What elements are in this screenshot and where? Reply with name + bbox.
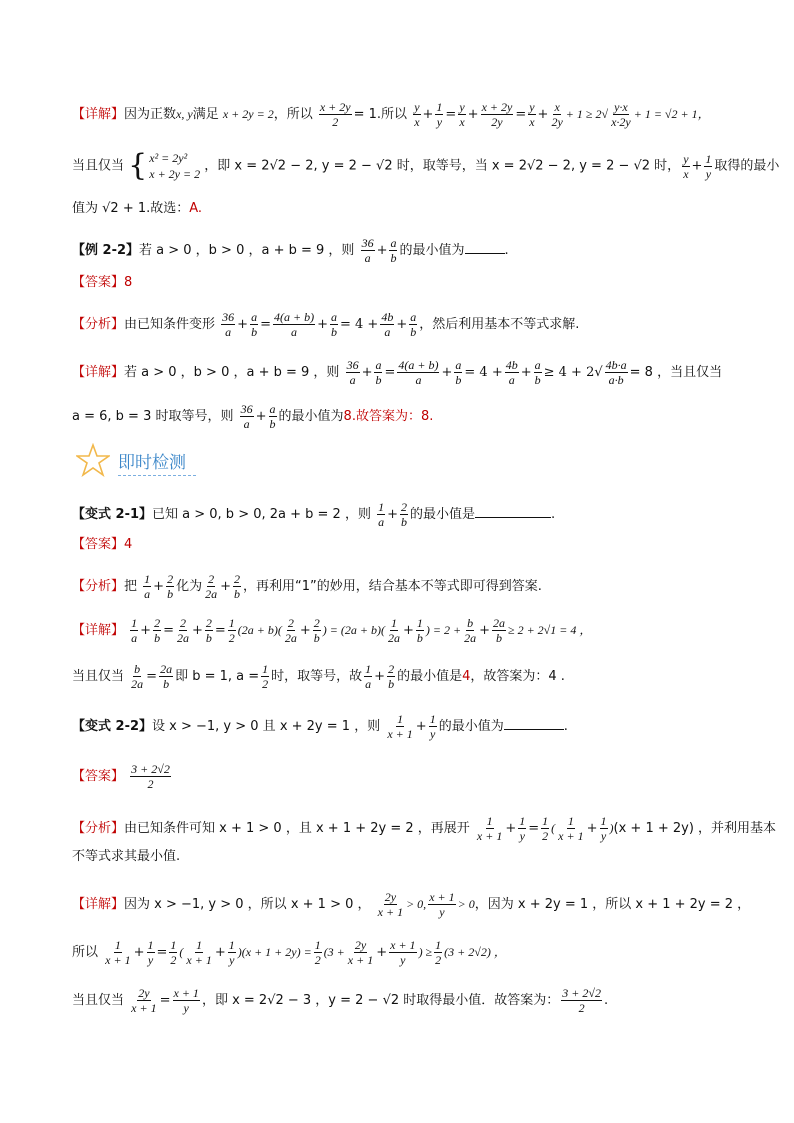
fraction: $\frac{1}{y}$ — [429, 712, 436, 741]
fraction: $\frac{a}{b}$ — [390, 236, 397, 265]
fraction: $\frac{2a}{b}$ — [160, 662, 173, 691]
answer-blank — [465, 253, 505, 254]
fraction: $\frac{y}{x}$ — [414, 100, 420, 129]
variant-2-2-detail-line1: 【详解】因为 x > −1, y > 0 ，所以 x + 1 > 0 ， $\frac{2y}{x + 1}$ > 0, $\frac{x + 1}{y}$ > 0，因为 x + 2y = 1 ，所以 x + 1 + 2y = 2 ， — [72, 890, 751, 919]
example-2-2-analysis: 【分析】由已知条件变形 $\frac{36}{a}$ + $\frac{a}{b}$ = $\frac{4(a + b)}{a}$ + $\frac{a}{b}$ = 4 + $\frac{4b}{a}$ + $\frac{a}{b}$ ，然后利用基本不等式求解. — [72, 310, 580, 339]
fraction: $\frac{a}{b}$ — [455, 358, 462, 387]
fraction: $\frac{a}{b}$ — [534, 358, 541, 387]
fraction: $\frac{1}{x + 1}$ — [558, 814, 584, 843]
fraction: $\frac{2}{b}$ — [205, 616, 212, 645]
section-underline — [118, 475, 196, 476]
fraction: $\frac{a}{b}$ — [269, 402, 276, 431]
fraction: $\frac{2}{b}$ — [167, 572, 174, 601]
fraction: $\frac{1}{2}$ — [170, 938, 177, 967]
fraction: $\frac{y\cdot x}{x\cdot 2y}$ — [611, 100, 631, 129]
fraction: $\frac{1}{y}$ — [436, 100, 443, 129]
fraction: $\frac{4b\cdot a}{a\cdot b}$ — [605, 358, 627, 387]
example-label: 【例 2-2】 — [72, 243, 140, 258]
fraction: $\frac{4(a + b)}{a}$ — [273, 310, 315, 339]
fraction: $\frac{1}{y}$ — [147, 938, 154, 967]
ex21-detail-line3: 值为 √2 + 1.故选：A. — [72, 201, 203, 216]
fraction: $\frac{36}{a}$ — [240, 402, 253, 431]
fraction: $\frac{1}{a}$ — [365, 662, 372, 691]
fraction: $\frac{1}{y}$ — [600, 814, 607, 843]
fraction: $\frac{2}{b}$ — [234, 572, 240, 601]
fraction: $\frac{a}{b}$ — [375, 358, 382, 387]
fraction: $\frac{b}{2a}$ — [131, 662, 144, 691]
fraction: $\frac{x + 2y}{2y}$ — [481, 100, 513, 129]
fraction: $\frac{1}{b}$ — [416, 616, 423, 645]
fraction: $\frac{1}{2}$ — [314, 938, 321, 967]
ex21-detail-line1: 【详解】因为正数x, y满足 x + 2y = 2，所以 $\frac{x + 2y}{2}$ = 1.所以 $\frac{y}{x}$ + $\frac{1}{y}$ = $\frac{y}{x}$ + $\frac{x + 2y}{2y}$ = $\frac{y}{x}$ + $\frac{x}{2y}$ + 1 ≥ 2√ $\frac{y\cdot x}{x\cdot 2y}$ + 1 = √2 + 1， — [72, 100, 710, 129]
answer-fraction: $\frac{3 + 2√2}{2}$ — [562, 986, 601, 1015]
variant-2-1-detail-line2: 当且仅当 $\frac{b}{2a}$ = $\frac{2a}{b}$ 即 b = 1, a = $\frac{1}{2}$ 时，取等号，故 $\frac{1}{a}$ + $\frac{2}{b}$ 的最小值是4，故答案为：4 . — [72, 662, 565, 691]
variant-2-2-question: 【变式 2-2】设 x > −1, y > 0 且 x + 2y = 1 ，则 $\frac{1}{x + 1}$ + $\frac{1}{y}$ 的最小值为 . — [72, 712, 568, 741]
variant-2-1-detail-line1: 【详解】 $\frac{1}{a}$ + $\frac{2}{b}$ = $\frac{2}{2a}$ + $\frac{2}{b}$ = $\frac{1}{2}$ (2a + b)( $\frac{2}{2a}$ + $\frac{2}{b}$ ) = (2a + b)( $\frac{1}{2a}$ + $\frac{1}{b}$ ) = 2 + $\frac{b}{2a}$ + $\frac{2a}{b}$ ≥ 2 + 2√1 = 4 ， — [72, 616, 592, 645]
fraction: $\frac{1}{x + 1}$ — [105, 938, 131, 967]
variant-2-2-analysis-line1: 【分析】由已知条件可知 x + 1 > 0 ，且 x + 1 + 2y = 2 ，再展开 $\frac{1}{x + 1}$ + $\frac{1}{y}$ = $\frac{1}{2}$ ( $\frac{1}{x + 1}$ + $\frac{1}{y}$ )(x + 1 + 2y) ，并利用基本 — [72, 814, 777, 843]
fraction: $\frac{a}{b}$ — [251, 310, 258, 339]
fraction: $\frac{1}{2}$ — [228, 616, 235, 645]
star-outline-icon — [76, 443, 110, 477]
variant-2-2-detail-line3: 当且仅当 $\frac{2y}{x + 1}$ = $\frac{x + 1}{y}$ ，即 x = 2√2 − 3 ，y = 2 − √2 时取得最小值．故答案为： $\frac{3 + 2√2}{2}$ . — [72, 986, 609, 1015]
fraction: $\frac{2y}{x + 1}$ — [131, 986, 157, 1015]
fraction: $\frac{2}{2a}$ — [205, 572, 218, 601]
fraction: $\frac{a}{b}$ — [410, 310, 417, 339]
fraction: $\frac{4b}{a}$ — [505, 358, 518, 387]
fraction: $\frac{1}{a}$ — [144, 572, 151, 601]
fraction: $\frac{1}{2}$ — [262, 662, 269, 691]
fraction: $\frac{2}{2a}$ — [176, 616, 189, 645]
fraction: $\frac{1}{a}$ — [131, 616, 138, 645]
fraction: $\frac{x + 1}{y}$ — [429, 890, 455, 919]
fraction: $\frac{4(a + b)}{a}$ — [398, 358, 439, 387]
fraction: $\frac{1}{x + 1}$ — [186, 938, 212, 967]
fraction: $\frac{1}{a}$ — [378, 500, 385, 529]
section-title: 即时检测 — [118, 452, 186, 473]
fraction: $\frac{y}{x}$ — [459, 100, 465, 129]
variant-2-1-analysis: 【分析】把 $\frac{1}{a}$ + $\frac{2}{b}$ 化为 $\frac{2}{2a}$ + $\frac{2}{b}$ ，再利用“1”的妙用，结合基本不等式即可得到答案. — [72, 572, 542, 601]
example-2-2-question: 【例 2-2】若 a > 0 ，b > 0 ，a + b = 9 ，则 $\frac{36}{a}$ + $\frac{a}{b}$ 的最小值为 . — [72, 236, 509, 265]
fraction: $\frac{x + 1}{y}$ — [390, 938, 416, 967]
fraction: $\frac{x}{2y}$ — [551, 100, 563, 129]
example-2-2-detail-line1: 【详解】若 a > 0 ，b > 0 ，a + b = 9 ，则 $\frac{36}{a}$ + $\frac{a}{b}$ = $\frac{4(a + b)}{a}$ + $\frac{a}{b}$ = 4 + $\frac{4b}{a}$ + $\frac{a}{b}$ ≥ 4 + 2√ $\frac{4b\cdot a}{a\cdot b}$ = 8 ，当且仅当 — [72, 358, 723, 387]
fraction: $\frac{y}{x}$ — [529, 100, 535, 129]
variant-2-2-detail-line2: 所以 $\frac{1}{x + 1}$ + $\frac{1}{y}$ = $\frac{1}{2}$ ( $\frac{1}{x + 1}$ + $\frac{1}{y}$ )(x + 1 + 2y) = $\frac{1}{2}$ (3 + $\frac{2y}{x + 1}$ + $\frac{x + 1}{y}$ ) ≥ $\frac{1}{2}$ (3 + 2√2) ， — [72, 938, 506, 967]
answer-blank — [475, 517, 551, 518]
fraction: $\frac{1}{y}$ — [705, 151, 712, 181]
section-header — [76, 443, 186, 477]
fraction: $\frac{1}{y}$ — [519, 814, 526, 843]
fraction: $\frac{y}{x}$ — [683, 151, 689, 181]
fraction: $\frac{1}{2a}$ — [387, 616, 400, 645]
fraction: $\frac{2y}{x + 1}$ — [377, 890, 404, 919]
fraction: $\frac{1}{x + 1}$ — [387, 712, 413, 741]
fraction: $\frac{36}{a}$ — [361, 236, 374, 265]
ex21-detail-line2: 当且仅当 { x² = 2y² x + 2y = 2 ，即 x = 2√2 − 2, y = 2 − √2 时，取等号，当 x = 2√2 − 2, y = 2 − √2 时， $\frac{y}{x}$ + $\frac{1}{y}$ 取得的最小 — [72, 148, 780, 183]
fraction: $\frac{1}{x + 1}$ — [476, 814, 503, 843]
fraction: $\frac{1}{2}$ — [435, 938, 442, 967]
fraction: $\frac{2}{b}$ — [388, 662, 395, 691]
fraction: $\frac{1}{2}$ — [542, 814, 549, 843]
fraction: $\frac{2}{2a}$ — [284, 616, 297, 645]
fraction: $\frac{36}{a}$ — [222, 310, 235, 339]
fraction: $\frac{1}{y}$ — [228, 938, 235, 967]
equation-system: { x² = 2y² x + 2y = 2 — [128, 148, 201, 183]
answer-blank — [504, 729, 564, 730]
example-2-2-detail-line2: a = 6, b = 3 时取等号，则 $\frac{36}{a}$ + $\frac{a}{b}$ 的最小值为8.故答案为：8. — [72, 402, 434, 431]
fraction: $\frac{2}{b}$ — [313, 616, 320, 645]
fraction: $\frac{36}{a}$ — [346, 358, 359, 387]
fraction: $\frac{b}{2a}$ — [464, 616, 477, 645]
fraction: $\frac{2a}{b}$ — [492, 616, 505, 645]
fraction: $\frac{4b}{a}$ — [381, 310, 394, 339]
variant-2-1-question: 【变式 2-1】已知 a > 0, b > 0, 2a + b = 2 ，则 $\frac{1}{a}$ + $\frac{2}{b}$ 的最小值是 . — [72, 500, 556, 529]
fraction: $\frac{a}{b}$ — [330, 310, 337, 339]
variant-2-2-answer: 【答案】 $\frac{3 + 2√2}{2}$ — [72, 762, 170, 791]
variant-2-1-answer: 【答案】4 — [72, 537, 133, 552]
answer-fraction: $\frac{3 + 2√2}{2}$ — [131, 762, 170, 791]
fraction: $\frac{2y}{x + 1}$ — [347, 938, 374, 967]
variant-2-2-analysis-line2: 不等式求其最小值. — [72, 849, 181, 864]
example-2-2-answer: 【答案】8 — [72, 275, 133, 290]
fraction: $\frac{x + 1}{y}$ — [173, 986, 199, 1015]
fraction: $\frac{2}{b}$ — [154, 616, 161, 645]
detail-label: 【详解】 — [72, 107, 125, 122]
fraction: $\frac{2}{b}$ — [401, 500, 408, 529]
fraction: $\frac{x + 2y}{2}$ — [319, 100, 351, 129]
